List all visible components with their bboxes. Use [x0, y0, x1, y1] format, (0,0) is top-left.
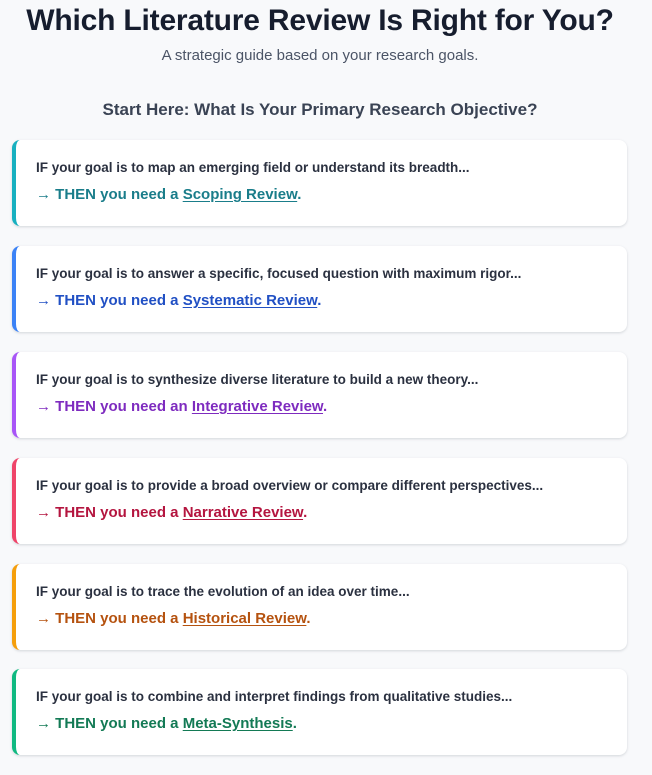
card-condition: IF your goal is to answer a specific, focused question with maximum rigor... — [36, 266, 522, 281]
card-condition: IF your goal is to combine and interpret findings from qualitative studies... — [36, 689, 513, 704]
section-heading: Start Here: What Is Your Primary Research Objective? — [102, 100, 538, 119]
review-type-link[interactable]: Meta-Synthesis — [182, 715, 293, 732]
page-title: Which Literature Review Is Right for You? — [26, 4, 614, 37]
review-type-link[interactable]: Narrative Review — [182, 504, 304, 521]
page-subtitle: A strategic guide based on your research goals. — [161, 47, 479, 64]
review-card-historical — [12, 564, 627, 650]
review-card-integrative — [12, 352, 627, 438]
review-card-narrative — [12, 458, 627, 544]
card-result — [36, 610, 311, 627]
card-condition: IF your goal is to map an emerging field or understand its breadth... — [36, 160, 470, 175]
card-suffix: . — [317, 292, 322, 309]
card-then-prefix: → THEN you need a — [36, 186, 183, 203]
review-card-systematic — [12, 246, 627, 332]
card-then-prefix: → THEN you need an — [36, 398, 192, 415]
card-suffix: . — [292, 715, 297, 732]
card-then-prefix: → THEN you need a — [36, 610, 183, 627]
review-card-list — [12, 140, 627, 775]
review-type-link[interactable]: Systematic Review — [182, 292, 318, 309]
review-card-scoping — [12, 140, 627, 226]
card-condition: IF your goal is to trace the evolution of an idea over time... — [36, 584, 410, 599]
card-suffix: . — [297, 186, 302, 203]
card-then-prefix: → THEN you need a — [36, 715, 183, 732]
review-type-link[interactable]: Integrative Review — [191, 398, 324, 415]
card-condition: IF your goal is to provide a broad overview or compare different perspectives... — [36, 478, 544, 493]
card-suffix: . — [306, 610, 311, 627]
card-then-prefix: → THEN you need a — [36, 504, 183, 521]
review-type-link[interactable]: Scoping Review — [182, 186, 298, 203]
card-result — [36, 292, 321, 309]
card-result — [36, 715, 297, 732]
card-result — [36, 398, 327, 415]
card-then-prefix: → THEN you need a — [36, 292, 183, 309]
card-condition: IF your goal is to synthesize diverse literature to build a new theory... — [36, 372, 479, 387]
card-suffix: . — [323, 398, 328, 415]
review-card-meta-synthesis — [12, 669, 627, 755]
card-result — [36, 186, 301, 203]
card-result — [36, 504, 307, 521]
review-type-link[interactable]: Historical Review — [182, 610, 307, 627]
card-suffix: . — [303, 504, 308, 521]
